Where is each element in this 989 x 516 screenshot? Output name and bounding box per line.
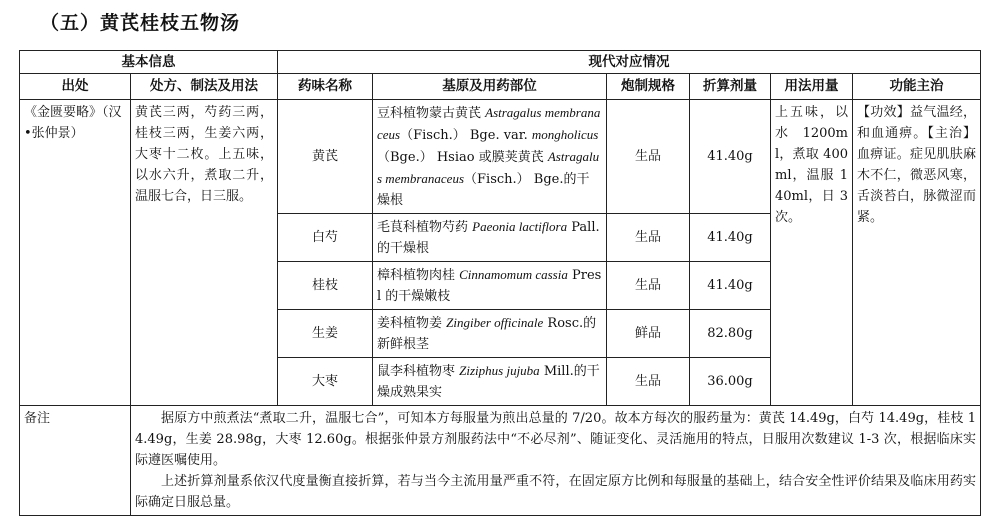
origin-text: （Fisch.） Bge.的干燥根 (377, 172, 590, 208)
header-herb-name: 药味名称 (278, 74, 373, 100)
herb-origin (373, 310, 607, 358)
function-cell: 【功效】益气温经，和血通痹。【主治】血痹证。症见肌肤麻木不仁，微恶风寒，舌淡苔白，脉微涩而紧。 (853, 100, 981, 406)
herb-origin (373, 358, 607, 406)
origin-text: 鼠李科植物枣 (377, 364, 460, 379)
origin-text: Pall.的干燥根 (377, 220, 600, 256)
recipe-cell: 黄芪三两，芍药三两，桂枝三两，生姜六两，大枣十二枚。上五味，以水六升，煮取二升，温服七合，日三服。 (131, 100, 278, 406)
herb-dose: 41.40g (690, 214, 771, 262)
herb-dose: 41.40g (690, 262, 771, 310)
herb-origin (373, 100, 607, 214)
herb-origin (373, 214, 607, 262)
header-function: 功能主治 (853, 74, 981, 100)
herb-origin (373, 262, 607, 310)
source-cell: 《金匮要略》（汉•张仲景） (20, 100, 131, 406)
herb-dose: 41.40g (690, 100, 771, 214)
origin-text: （Fisch.） Bge. var. (400, 128, 532, 143)
latin-name: mongholicus (531, 127, 599, 142)
note-content (131, 406, 981, 516)
herb-processing: 生品 (607, 214, 690, 262)
latin-name: Astragalus membranaceus (377, 149, 600, 186)
latin-name: Ziziphus jujuba (459, 363, 540, 378)
origin-text: 豆科植物蒙古黄芪 (377, 106, 486, 121)
origin-text: Rosc.的新鲜根茎 (377, 316, 597, 352)
herb-processing: 生品 (607, 262, 690, 310)
latin-name: Astragalus membranaceus (377, 105, 601, 142)
origin-text: 姜科植物姜 (377, 316, 447, 331)
note-paragraph: 上述折算剂量系依汉代度量衡直接折算，若与当今主流用量严重不符，在固定原方比例和每服量的基础上，结合安全性评价结果及临床用药实际确定日服总量。 (135, 474, 977, 510)
header-usage: 用法用量 (771, 74, 853, 100)
herb-name: 大枣 (278, 358, 373, 406)
herb-processing: 生品 (607, 100, 690, 214)
header-dose: 折算剂量 (690, 74, 771, 100)
table-row (20, 100, 981, 214)
note-label: 备注 (20, 406, 131, 516)
origin-text: 樟科植物肉桂 (377, 268, 460, 283)
herb-name: 生姜 (278, 310, 373, 358)
origin-text: Presl 的干燥嫩枝 (377, 268, 602, 304)
herb-dose: 82.80g (690, 310, 771, 358)
note-paragraph: 据原方中煎煮法“煮取二升，温服七合”，可知本方每服量为煎出总量的 7/20。故本方每次的服药量为：黄芪 14.49g，白芍 14.49g，桂枝 14.49g，生姜 28.98g，大枣 12.60g。根据张仲景方剂服药法中“不必尽剂”、随证变化、灵活施用的特点，日服用次数建议 1-3 次，根据临床实际遵医嘱使用。 (135, 411, 977, 468)
herb-dose: 36.00g (690, 358, 771, 406)
formula-table (19, 50, 981, 516)
latin-name: Paeonia lactiflora (472, 219, 568, 234)
herb-name: 桂枝 (278, 262, 373, 310)
header-processing: 炮制规格 (607, 74, 690, 100)
origin-text: Mill.的干燥成熟果实 (377, 364, 600, 400)
herb-name: 黄芪 (278, 100, 373, 214)
header-modern-info: 现代对应情况 (278, 51, 981, 74)
latin-name: Cinnamomum cassia (459, 267, 568, 282)
header-origin: 基原及用药部位 (373, 74, 607, 100)
header-basic-info: 基本信息 (20, 51, 278, 74)
header-recipe: 处方、制法及用法 (131, 74, 278, 100)
usage-cell: 上五味，以水 1200ml，煮取 400ml，温服 140ml，日 3 次。 (771, 100, 853, 406)
header-source: 出处 (20, 74, 131, 100)
herb-processing: 生品 (607, 358, 690, 406)
origin-text: 毛茛科植物芍药 (377, 220, 473, 235)
herb-processing: 鲜品 (607, 310, 690, 358)
origin-text: （Bge.） Hsiao 或膜荚黄芪 (377, 150, 548, 165)
document-title: （五）黄芪桂枝五物汤 (40, 12, 241, 34)
note-row (20, 406, 981, 516)
herb-name: 白芍 (278, 214, 373, 262)
latin-name: Zingiber officinale (446, 315, 544, 330)
